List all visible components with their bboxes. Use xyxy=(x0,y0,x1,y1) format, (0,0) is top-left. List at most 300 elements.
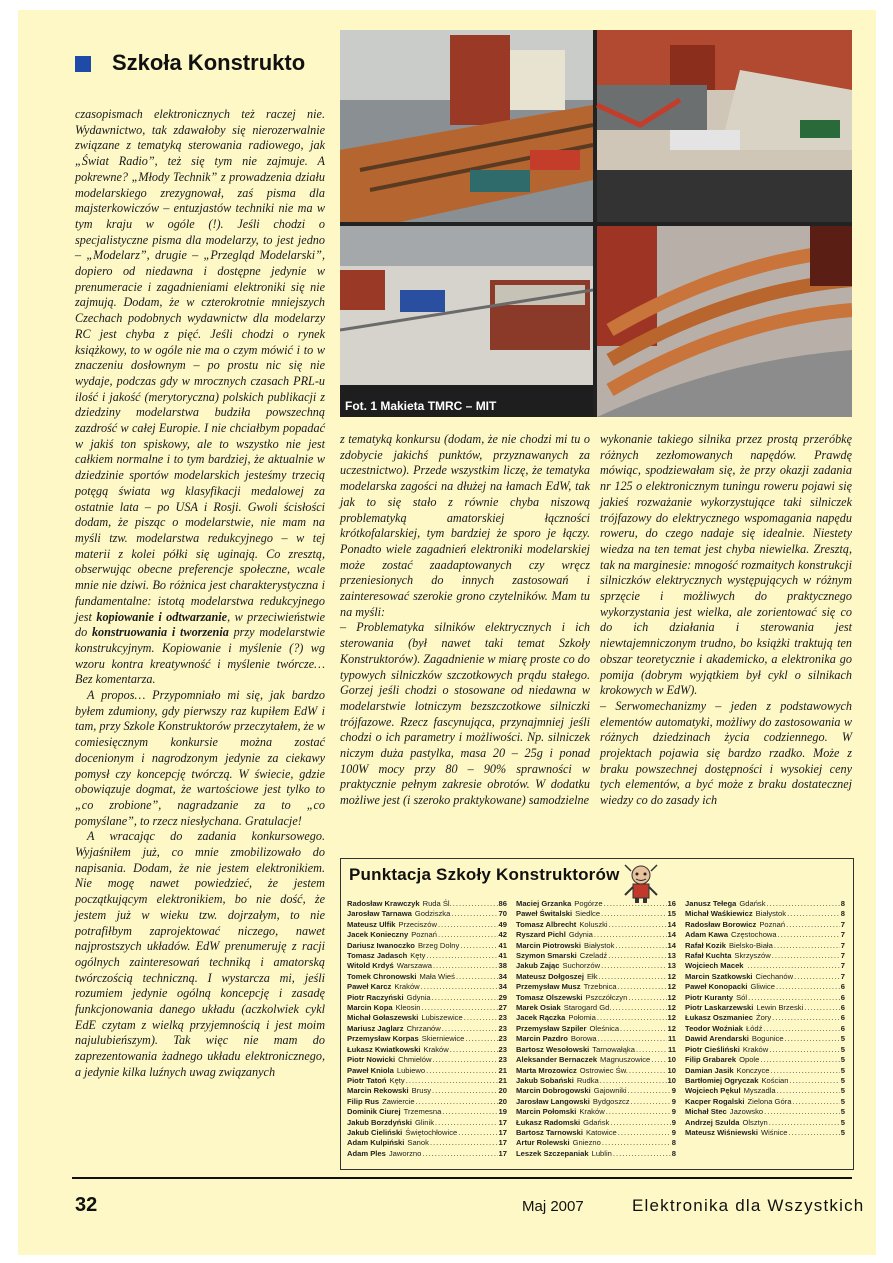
leader-dots xyxy=(433,961,498,971)
contestant-name: Tomasz Albrecht xyxy=(516,919,577,929)
ranking-row xyxy=(516,1003,676,1013)
contestant-town: Kleosin xyxy=(395,1003,421,1013)
leader-dots xyxy=(748,993,840,1003)
leader-dots xyxy=(772,1013,840,1023)
contestant-town: Rudka xyxy=(576,1075,599,1085)
contestant-points: 10 xyxy=(667,1065,676,1075)
contestant-town: Kraków xyxy=(423,1044,449,1054)
ranking-row xyxy=(685,1034,845,1044)
contestant-name: Radosław Borowicz xyxy=(685,919,757,929)
contestant-name: Aleksander Bernaczek xyxy=(516,1055,598,1065)
contestant-points: 8 xyxy=(840,899,845,908)
contestant-points: 49 xyxy=(498,919,507,929)
photo-bottom-right xyxy=(597,226,852,417)
ranking-row xyxy=(685,1107,845,1117)
contestant-points: 6 xyxy=(840,992,845,1002)
contestant-town: Godziszka xyxy=(414,909,451,919)
contestant-points: 9 xyxy=(671,1117,676,1127)
leader-dots xyxy=(426,951,497,961)
leader-dots xyxy=(769,1045,840,1055)
leader-dots xyxy=(594,930,667,940)
text-run: wykonanie takiego silnika przez prostą przeróbkę różnych zezłomowanych napędów. Prawdę mówiąc, spodziewałam się, że przy okazji zadania nr 125 o elektronicznym tuningu roweru pojawi się jakieś rozważanie wykorzystujące taki silniczek trójfazowy do elektrycznego wspomagania napędu roweru, do czego nadaje się idealnie. Niestety wiedza na ten temat jest chyba niewielka. Zresztą, tak na marginesie: mnogość rozmaitych konstrukcji silniczków elektrycznych występujących w różnym sprzęcie i możliwych do praktycznego wykorzystania jest wielka, ale zorientować się co do ich działania i sterowania jest niewtajemniczonym trudno, bo książki traktują ten obszar teoretycznie i akademicko, a elektronika go pomija (dobrym wyjątkiem był cykl o silnikach krokowych w EdW). xyxy=(600,432,852,698)
ranking-box xyxy=(340,858,854,1170)
contestant-town: Chmielów xyxy=(398,1055,432,1065)
ranking-row xyxy=(347,1076,507,1086)
contestant-town: Białystok xyxy=(755,909,787,919)
contestant-points: 15 xyxy=(667,909,676,919)
contestant-town: Konczyce xyxy=(736,1065,770,1075)
ranking-row xyxy=(685,951,845,961)
leader-dots xyxy=(432,1086,498,1096)
paragraph xyxy=(340,620,590,808)
text-run: A propos… Przypomniało mi się, jak bardzo byłem zdumiony, gdy pierwszy raz kupiłem EdW i tam, przy Szkole Konstruktorów przeczytałem, że w comiesięcznym konkursie można zostać docenionym i nagrodzonym jedynie za ciekawy pomysł czy koncepcję twórczą. W świecie, gdzie obowiązuje dogmat, że wartościowe jest tylko to „co zrobione”, nagradzanie za to „co pomyślane”, to rzecz niesłychana. Gratulacje! xyxy=(75,688,325,828)
contestant-town: Gdańsk xyxy=(739,899,766,908)
leader-dots xyxy=(442,1107,497,1117)
contestant-points: 10 xyxy=(667,1055,676,1065)
ranking-row xyxy=(347,1045,507,1055)
contestant-name: Wojciech Macek xyxy=(685,961,744,971)
photo-top-left xyxy=(340,30,593,222)
contestant-town: Bydgoszcz xyxy=(592,1096,630,1106)
contestant-points: 23 xyxy=(498,1055,507,1065)
contestant-points: 14 xyxy=(667,940,676,950)
contestant-name: Piotr Laskarzewski xyxy=(685,1003,754,1013)
contestant-name: Marcin Kopa xyxy=(347,1003,393,1013)
contestant-points: 9 xyxy=(671,1127,676,1137)
leader-dots xyxy=(636,1045,667,1055)
ranking-row xyxy=(685,1118,845,1128)
contestant-points: 5 xyxy=(840,1044,845,1054)
issue-date: Maj 2007 xyxy=(522,1198,584,1215)
contestant-name: Artur Rolewski xyxy=(516,1138,570,1148)
contestant-town: Lublin xyxy=(591,1148,612,1158)
contestant-name: Michał Stec xyxy=(685,1107,727,1117)
ranking-row xyxy=(347,982,507,992)
ranking-row xyxy=(685,920,845,930)
contestant-town: Poznań xyxy=(759,919,786,929)
contestant-name: Piotr Cieśliński xyxy=(685,1044,740,1054)
ranking-row xyxy=(347,1118,507,1128)
contestant-town: Gniezno xyxy=(572,1138,601,1148)
leader-dots xyxy=(763,1024,839,1034)
leader-dots xyxy=(760,1055,839,1065)
ranking-row xyxy=(685,1003,845,1013)
contestant-town: Oleśnica xyxy=(589,1023,620,1033)
leader-dots xyxy=(651,1055,666,1065)
contestant-points: 5 xyxy=(840,1034,845,1044)
paragraph xyxy=(600,699,852,809)
contestant-town: Siedlce xyxy=(575,909,601,919)
contestant-points: 10 xyxy=(667,1075,676,1085)
contestant-name: Damian Jasik xyxy=(685,1065,734,1075)
ranking-row xyxy=(685,1097,845,1107)
ranking-row xyxy=(347,1034,507,1044)
text-run: przy modelarstwie konstrukcyjnym. Kopiowanie i myślenie (?) wg wzoru kontra kreatywność i myślenie twórcze… Bez komentarza. xyxy=(75,625,325,687)
contestant-points: 42 xyxy=(498,930,507,940)
leader-dots xyxy=(631,1097,671,1107)
leader-dots xyxy=(609,920,667,930)
contestant-points: 12 xyxy=(667,1013,676,1023)
ranking-row xyxy=(516,1128,676,1138)
contestant-name: Marek Osiak xyxy=(516,1003,561,1013)
leader-dots xyxy=(599,972,667,982)
contestant-town: Białystok xyxy=(584,940,615,950)
contestant-town: Glinik xyxy=(415,1117,434,1127)
contestant-town: Koluszki xyxy=(579,919,608,929)
contestant-town: Pogórze xyxy=(574,899,603,908)
mascot-illustration xyxy=(621,861,661,903)
ranking-row xyxy=(347,1097,507,1107)
leader-dots xyxy=(804,1003,840,1013)
leader-dots xyxy=(628,993,666,1003)
contestant-town: Myszadla xyxy=(743,1086,776,1096)
contestant-name: Łukasz Kwiatkowski xyxy=(347,1044,421,1054)
ranking-row xyxy=(516,930,676,940)
paragraph xyxy=(340,432,590,620)
contestant-name: Dawid Arendarski xyxy=(685,1034,749,1044)
leader-dots xyxy=(615,941,666,951)
leader-dots xyxy=(460,941,497,951)
contestant-town: Ostrowiec Św. xyxy=(579,1065,628,1075)
contestant-town: Suchorzów xyxy=(562,961,601,971)
contestant-name: Adam Kulpiński xyxy=(347,1138,405,1148)
ranking-row xyxy=(347,1003,507,1013)
contestant-town: Opole xyxy=(739,1055,760,1065)
contestant-name: Marcin Rekowski xyxy=(347,1086,409,1096)
contestant-points: 23 xyxy=(498,1034,507,1044)
contestant-name: Adam Ples xyxy=(347,1148,386,1158)
contestant-town: Łódź xyxy=(745,1023,763,1033)
contestant-points: 12 xyxy=(667,992,676,1002)
ranking-row xyxy=(685,1066,845,1076)
contestant-town: Gajowniki xyxy=(593,1086,627,1096)
ranking-row xyxy=(347,909,507,919)
contestant-points: 20 xyxy=(498,1096,507,1106)
contestant-points: 29 xyxy=(498,992,507,1002)
leader-dots xyxy=(421,982,498,992)
contestant-points: 41 xyxy=(498,940,507,950)
contestant-points: 16 xyxy=(667,899,676,908)
contestant-name: Przemysław Musz xyxy=(516,982,581,992)
ranking-row xyxy=(347,930,507,940)
contestant-points: 21 xyxy=(498,1075,507,1085)
contestant-name: Witold Krdyś xyxy=(347,961,394,971)
ranking-row xyxy=(516,1013,676,1023)
contestant-town: Ruda Śl. xyxy=(422,899,452,908)
section-marker-square xyxy=(75,56,91,72)
contestant-points: 5 xyxy=(840,1096,845,1106)
contestant-name: Paweł Świtalski xyxy=(516,909,573,919)
contestant-name: Paweł Kniola xyxy=(347,1065,394,1075)
contestant-points: 5 xyxy=(840,1107,845,1117)
contestant-town: Gliwice xyxy=(750,982,775,992)
contestant-name: Bartosz Wesołowski xyxy=(516,1044,590,1054)
leader-dots xyxy=(450,1045,498,1055)
ranking-row xyxy=(685,1128,845,1138)
leader-dots xyxy=(604,899,667,909)
contestant-points: 7 xyxy=(840,951,845,961)
ranking-row xyxy=(516,1097,676,1107)
contestant-name: Adam Kawa xyxy=(685,930,729,940)
section-title: Szkoła Konstrukto xyxy=(112,50,306,75)
contestant-points: 86 xyxy=(498,899,507,908)
contestant-town: Trzemesna xyxy=(403,1107,442,1117)
contestant-name: Marcin Dobrogowski xyxy=(516,1086,591,1096)
leader-dots xyxy=(789,1076,839,1086)
leader-dots xyxy=(785,1034,840,1044)
ranking-row xyxy=(347,1086,507,1096)
contestant-points: 7 xyxy=(840,940,845,950)
contestant-town: Kraków xyxy=(742,1044,769,1054)
article-column-3 xyxy=(600,432,852,809)
leader-dots xyxy=(430,1138,498,1148)
leader-dots xyxy=(767,899,840,909)
contestant-name: Jakub Cieliński xyxy=(347,1127,403,1137)
contestant-town: Bielsko-Biała xyxy=(728,940,773,950)
text-run: czasopismach elektronicznych też raczej nie. Wydawnictwo, tak zdawałoby się nierozerwalnie związane z tematyką sterowania radiowego, jak „Świat Radio”, też się tym nie zajmuje. A pokrewne? „Młody Technik” z prowadzenia działu modelarskiego zrezygnował, zaś pisma dla majsterkowiczów – entuzjastów techniki nie ma w tym kraju w ogóle (!). Jeśli chodzi o specjalistyczne pisma dla modelarzy, to jest jedno – „Modelarz”, drugie – „Przegląd Modelarski”, dopiero od niedawna i dostępne jedynie w prenumeracie i zagadnieniami elektroniki się nie zajmują. Dodam, że w czterokrotnie mniejszych Czechach podobnych wydawnictw dla modelarzy RC jest chyba z pięć. Jeśli chodzi o rynek książkowy, to w ogóle nie ma o czym mówić i to w znaczeniu dosłownym – po prostu nic się nie wydaje, podczas gdy w mrocznych czasach PRL-u ilość i jakość (merytoryczna) polskich publikacji z dziedziny modelarstwa budziła powszechną zazdrość w całej Europie. I nie chciałbym popadać w jakiś ton spiskowy, ale to wszystko nie jest całkiem normalne i to tym bardziej, że aktualnie w dziedzinie sportów modelarskich jesteśmy trzecią potęgą świata wg klasyfikacji medalowej za ostatnie lata – po USA i Rosji. Gwoli ścisłości dodam, że pisząc o modelarstwie, nie mam na myśli tzw. modelarstwa redukcyjnego – w tej materii z kolei półki się uginają. Co zresztą, obserwując obecne preferencje społeczne, wcale mnie nie dziwi. Bo różnica jest charakterystyczna i fundamentalne: istotą modelarstwa redukcyjnego jest xyxy=(75,107,325,624)
footer-divider xyxy=(72,1177,852,1179)
contestant-name: Mateusz Ulfik xyxy=(347,919,396,929)
ranking-row xyxy=(347,920,507,930)
contestant-points: 7 xyxy=(840,961,845,971)
contestant-points: 9 xyxy=(671,1107,676,1117)
contestant-points: 13 xyxy=(667,961,676,971)
leader-dots xyxy=(421,1003,497,1013)
contestant-town: Mała Wieś xyxy=(419,971,455,981)
ranking-row xyxy=(516,982,676,992)
leader-dots xyxy=(438,920,498,930)
ranking-row xyxy=(347,1149,507,1159)
contestant-points: 6 xyxy=(840,1023,845,1033)
ranking-row xyxy=(685,1086,845,1096)
leader-dots xyxy=(456,972,498,982)
contestant-town: Kęty xyxy=(410,951,426,961)
article-column-2 xyxy=(340,432,590,809)
text-run: A wracając do zadania konkursowego. Wyjaśniłem już, co mnie zmobilizowało do napisania. Dodam, że nie jestem elektronikiem. Nie mogę nawet powiedzieć, że jestem początkującym elektronikiem, bo nie dość, że jestem już w wieku tzw. dojrzałym, to nie potrafiłbym zaprojektować niczego, nawet najprostszych układów. EdW prenumeruję z racji ogólnych zainteresowań techniką i amatorską twórczością techniczną. I wystarcza mi, jeśli rozumiem jedynie ogólną koncepcję i zasadę funkcjonowania danego układu (aczkolwiek cykl EdE czytam z wielką przyjemnością i jest moim najulubieńszym). Tak więc nie mam do zaprezentowania żadnego układu elektronicznego, a jedynie kilka luźnych uwag związanych xyxy=(75,829,325,1079)
ranking-row xyxy=(516,993,676,1003)
contestant-name: Jarosław Langowski xyxy=(516,1096,590,1106)
contestant-town: Zawiercie xyxy=(382,1096,415,1106)
leader-dots xyxy=(794,972,840,982)
ranking-row xyxy=(516,1034,676,1044)
contestant-points: 11 xyxy=(667,1044,676,1054)
contestant-town: Poznań xyxy=(411,930,437,940)
contestant-points: 23 xyxy=(498,1044,507,1054)
leader-dots xyxy=(598,1034,667,1044)
contestant-name: Jakub Sobański xyxy=(516,1075,574,1085)
leader-dots xyxy=(786,920,840,930)
ranking-row xyxy=(516,961,676,971)
contestant-name: Mariusz Jaglarz xyxy=(347,1023,404,1033)
ranking-row xyxy=(685,972,845,982)
contestant-town: Lewin Brzeski xyxy=(756,1003,804,1013)
leader-dots xyxy=(618,1128,671,1138)
text-run: , w przeciwieństwie do xyxy=(75,609,325,640)
ranking-row xyxy=(347,951,507,961)
contestant-town: Zielona Góra xyxy=(747,1096,792,1106)
contestant-name: Łukasz Oszmaniec xyxy=(685,1013,753,1023)
contestant-points: 8 xyxy=(671,1138,676,1148)
photo-collage xyxy=(340,30,852,417)
ranking-row xyxy=(347,1138,507,1148)
contestant-town: Jaworzno xyxy=(388,1148,422,1158)
contestant-points: 7 xyxy=(840,971,845,981)
ranking-row xyxy=(516,1055,676,1065)
contestant-points: 5 xyxy=(840,1117,845,1127)
contestant-town: Brzeg Dolny xyxy=(417,940,460,950)
contestant-town: Chrzanów xyxy=(406,1023,441,1033)
ranking-column-3 xyxy=(685,899,845,1138)
contestant-points: 27 xyxy=(498,1003,507,1013)
leader-dots xyxy=(628,1086,671,1096)
leader-dots xyxy=(416,1097,498,1107)
contestant-points: 12 xyxy=(667,1023,676,1033)
contestant-name: Tomasz Jadasch xyxy=(347,951,408,961)
contestant-name: Mateusz Wiśniewski xyxy=(685,1127,758,1137)
contestant-name: Piotr Nowicki xyxy=(347,1055,396,1065)
contestant-points: 34 xyxy=(498,971,507,981)
contestant-points: 5 xyxy=(840,1055,845,1065)
leader-dots xyxy=(458,1128,497,1138)
leader-dots xyxy=(601,961,666,971)
paragraph xyxy=(75,688,325,829)
contestant-town: Świętochłowice xyxy=(405,1127,458,1137)
contestant-name: Kacper Rogalski xyxy=(685,1096,745,1106)
leader-dots xyxy=(772,951,840,961)
contestant-name: Paweł Karcz xyxy=(347,982,392,992)
contestant-name: Janusz Tełega xyxy=(685,899,737,908)
ranking-row xyxy=(685,961,845,971)
leader-dots xyxy=(778,930,840,940)
contestant-name: Tomek Chronowski xyxy=(347,971,417,981)
contestant-town: Sól xyxy=(736,992,748,1002)
contestant-town: Katowice xyxy=(585,1127,617,1137)
ranking-row xyxy=(347,1055,507,1065)
contestant-points: 5 xyxy=(840,1086,845,1096)
contestant-town: Tarnowałąka xyxy=(592,1044,635,1054)
contestant-points: 6 xyxy=(840,982,845,992)
ranking-row xyxy=(685,1055,845,1065)
contestant-points: 11 xyxy=(667,1034,676,1044)
contestant-name: Bartłomiej Ogryczak xyxy=(685,1075,759,1085)
leader-dots xyxy=(629,1066,667,1076)
leader-dots xyxy=(442,1024,498,1034)
contestant-town: Gdańsk xyxy=(583,1117,610,1127)
emphasized-text: kopiowanie i odtwarzanie xyxy=(96,609,228,624)
contestant-points: 8 xyxy=(840,909,845,919)
contestant-name: Michał Gołaszewski xyxy=(347,1013,419,1023)
contestant-points: 23 xyxy=(498,1013,507,1023)
leader-dots xyxy=(432,1055,497,1065)
leader-dots xyxy=(613,1149,671,1159)
leader-dots xyxy=(770,1066,839,1076)
contestant-name: Dominik Ciurej xyxy=(347,1107,401,1117)
leader-dots xyxy=(435,1118,498,1128)
ranking-row xyxy=(516,1045,676,1055)
leader-dots xyxy=(432,993,498,1003)
leader-dots xyxy=(464,1013,498,1023)
leader-dots xyxy=(453,899,498,909)
ranking-row xyxy=(347,1024,507,1034)
ranking-row xyxy=(347,1066,507,1076)
text-run: z tematyką konkursu (dodam, że nie chodzi mi tu o zdobycie jakichś punktów, przyznawanych za uczestnictwo). Przede wszystkim liczę, że tematyka modelarska zagości na dłużej na łamach EdW, tak jak to się stało z równie chyba niszową problematyką amatorskiej łączności krótkofalarskiej, tym bardziej że sporo je łączy. Ponadto wiele zagadnień elektroniki modelarskiej może zostać zaadaptowanych czy wręcz przeniesionych do innych zastosowań i zainteresować szerokie grono czytelników. Mam tu na myśli: xyxy=(340,432,590,619)
ranking-row xyxy=(516,1138,676,1148)
ranking-row xyxy=(685,1076,845,1086)
leader-dots xyxy=(776,982,840,992)
contestant-name: Piotr Raczyński xyxy=(347,992,404,1002)
contestant-town: Ełk xyxy=(586,971,598,981)
contestant-points: 8 xyxy=(671,1148,676,1158)
leader-dots xyxy=(787,909,840,919)
leader-dots xyxy=(789,1128,840,1138)
contestant-town: Magnuszowice xyxy=(600,1055,651,1065)
ranking-row xyxy=(516,1024,676,1034)
contestant-points: 5 xyxy=(840,1127,845,1137)
contestant-points: 70 xyxy=(498,909,507,919)
contestant-points: 41 xyxy=(498,951,507,961)
leader-dots xyxy=(422,1149,497,1159)
contestant-town: Kraków xyxy=(394,982,420,992)
ranking-row xyxy=(516,941,676,951)
ranking-row xyxy=(685,941,845,951)
contestant-town: Skierniewice xyxy=(421,1034,465,1044)
contestant-town: Ciechanów xyxy=(755,971,794,981)
leader-dots xyxy=(764,1107,840,1117)
contestant-name: Wojciech Pękul xyxy=(685,1086,741,1096)
photo-caption: Fot. 1 Makieta TMRC – MIT xyxy=(345,399,497,413)
contestant-name: Rafał Kuchta xyxy=(685,951,732,961)
ranking-column-2 xyxy=(516,899,676,1159)
contestant-name: Radosław Krawczyk xyxy=(347,899,420,908)
ranking-title: Punktacja Szkoły Konstruktorów xyxy=(349,865,620,884)
contestant-town: Żory xyxy=(755,1013,772,1023)
contestant-points: 17 xyxy=(498,1138,507,1148)
contestant-name: Marcin Szatkowski xyxy=(685,971,753,981)
photo-bottom-left xyxy=(340,226,593,417)
contestant-name: Piotr Kuranty xyxy=(685,992,734,1002)
leader-dots xyxy=(451,909,497,919)
leader-dots xyxy=(601,909,667,919)
contestant-name: Jakub Borzdyński xyxy=(347,1117,412,1127)
text-run: – Problematyka silników elektrycznych i ich sterowania (był nawet taki temat Szkoły Konstruktorów). Zagadnienie w miarę proste co do typowych silniczków szczotkowych prądu stałego. Gorzej jeśli chodzi o stosowane od niedawna w modelarstwie lotniczym bezszczotkowe silniczki trójfazowe. Rzecz fascynująca, przynajmniej jeśli chodzi o ich parametry i możliwości. Np. silniczek niczym duża pastylka, masa 20 – 25g i ponad 100W mocy przy 80 – 90% sprawności w praktycznie pełnym zakresie obrotów. W dodatku możliwe jest (i szeroko praktykowane) samodzielne xyxy=(340,620,590,808)
contestant-points: 19 xyxy=(498,1107,507,1117)
contestant-town: Bogunice xyxy=(751,1034,784,1044)
ranking-row xyxy=(516,899,676,909)
ranking-row xyxy=(516,1066,676,1076)
contestant-town: Warszawa xyxy=(396,961,432,971)
photo-top-right xyxy=(597,30,852,222)
contestant-points: 34 xyxy=(498,982,507,992)
contestant-town: Kraków xyxy=(579,1107,605,1117)
contestant-name: Marcin Połomski xyxy=(516,1107,577,1117)
model-railway-photos xyxy=(340,30,852,417)
contestant-points: 23 xyxy=(498,1023,507,1033)
emphasized-text: konstruowania i tworzenia xyxy=(91,625,229,640)
contestant-points: 12 xyxy=(667,1003,676,1013)
magazine-name: Elektronika dla Wszystkich xyxy=(632,1196,865,1215)
contestant-town: Przeciszów xyxy=(398,919,437,929)
contestant-name: Teodor Woźniak xyxy=(685,1023,743,1033)
contestant-town: Czeladź xyxy=(579,951,608,961)
contestant-town: Gdynia xyxy=(406,992,431,1002)
contestant-points: 21 xyxy=(498,1065,507,1075)
leader-dots xyxy=(748,961,840,971)
contestant-points: 9 xyxy=(671,1086,676,1096)
ranking-row xyxy=(685,982,845,992)
contestant-town: Kęty xyxy=(389,1075,405,1085)
contestant-name: Przemysław Szpiler xyxy=(516,1023,587,1033)
contestant-name: Michał Waśkiewicz xyxy=(685,909,753,919)
